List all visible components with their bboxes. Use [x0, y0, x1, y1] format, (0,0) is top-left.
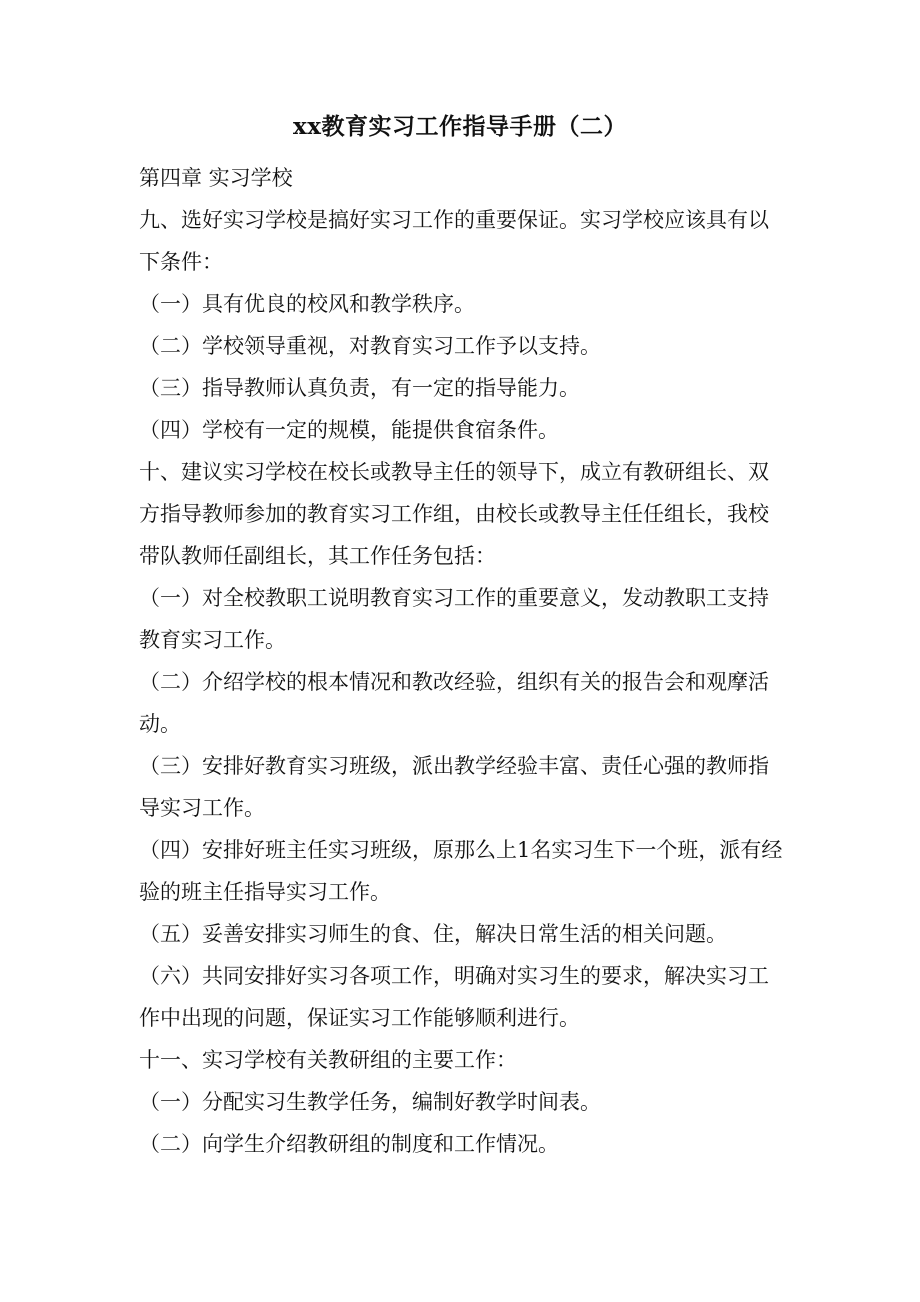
- list-item: （四）学校有一定的规模，能提供食宿条件。: [139, 418, 559, 442]
- paragraph: 十、建议实习学校在校长或教导主任的领导下，成立有教研组长、双方指导教师参加的教育实习工作组，由校长或教导主任任组长，我校带队教师任副组长，其工作任务包括：: [139, 460, 769, 568]
- list-item: （四）安排好班主任实习班级，原那么上1名实习生下一个班，派有经验的班主任指导实习工作。: [139, 838, 783, 904]
- list-item: （三）指导教师认真负责，有一定的指导能力。: [139, 376, 580, 400]
- paragraph: 九、选好实习学校是搞好实习工作的重要保证。实习学校应该具有以下条件：: [139, 208, 769, 274]
- list-item: （一）对全校教职工说明教育实习工作的重要意义，发动教职工支持教育实习工作。: [139, 586, 769, 652]
- list-item: （六）共同安排好实习各项工作，明确对实习生的要求，解决实习工作中出现的问题，保证实习工作能够顺利进行。: [139, 964, 769, 1030]
- list-item: （二）学校领导重视，对教育实习工作予以支持。: [139, 334, 601, 358]
- list-item: （二）介绍学校的根本情况和教改经验，组织有关的报告会和观摩活动。: [139, 670, 769, 736]
- list-item: （一）具有优良的校风和教学秩序。: [139, 292, 475, 316]
- list-item: （二）向学生介绍教研组的制度和工作情况。: [139, 1132, 559, 1156]
- list-item: （三）安排好教育实习班级，派出教学经验丰富、责任心强的教师指导实习工作。: [139, 754, 769, 820]
- document-body: [139, 157, 789, 1165]
- list-item: （一）分配实习生教学任务，编制好教学时间表。: [139, 1090, 601, 1114]
- list-item: （五）妥善安排实习师生的食、住，解决日常生活的相关问题。: [139, 922, 727, 946]
- paragraph: 十一、实习学校有关教研组的主要工作：: [139, 1048, 517, 1072]
- chapter-heading: 第四章 实习学校: [139, 166, 293, 190]
- document-title: xx教育实习工作指导手册（二）: [293, 113, 627, 140]
